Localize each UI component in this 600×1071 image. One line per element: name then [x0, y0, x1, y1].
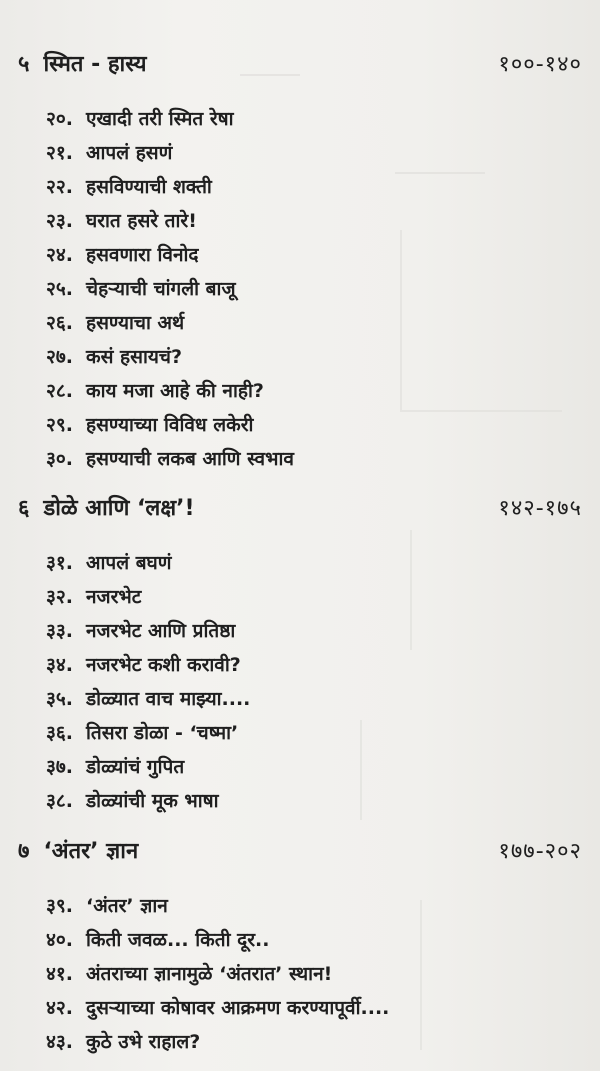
- toc-entry: [46, 271, 294, 305]
- toc-entry: [46, 783, 250, 817]
- entry-number: ४३.: [46, 1031, 73, 1053]
- toc-entry: [46, 339, 294, 373]
- entry-title: नजरभेट: [86, 586, 142, 608]
- bleed-through-decoration: [400, 230, 562, 412]
- toc-entry: [46, 135, 294, 169]
- entry-title: ‘अंतर’ ज्ञान: [86, 895, 168, 917]
- toc-entry: [46, 1024, 389, 1058]
- entry-number: २९.: [46, 414, 73, 436]
- entry-number: २८.: [46, 380, 73, 402]
- toc-entry: [46, 990, 389, 1024]
- entry-number: २१.: [46, 142, 73, 164]
- entry-number: २६.: [46, 312, 73, 334]
- section-item-list: [46, 888, 389, 1058]
- entry-number: ३५.: [46, 688, 73, 710]
- section-header: [18, 833, 582, 867]
- entry-number: २७.: [46, 346, 73, 368]
- entry-number: ३८.: [46, 790, 73, 812]
- section-title: डोळे आणि ‘लक्ष’!: [43, 496, 195, 521]
- entry-title: अंतराच्या ज्ञानामुळे ‘अंतरात’ स्थान!: [86, 963, 333, 985]
- toc-entry: [46, 101, 294, 135]
- entry-number: ३७.: [46, 756, 73, 778]
- toc-entry: [46, 681, 250, 715]
- entry-number: २२.: [46, 176, 73, 198]
- entry-number: २३.: [46, 210, 73, 232]
- toc-entry: [46, 579, 250, 613]
- entry-title: कुठे उभे राहाल?: [86, 1031, 201, 1053]
- toc-entry: [46, 545, 250, 579]
- entry-title: कसं हसायचं?: [86, 346, 183, 368]
- toc-entry: [46, 922, 389, 956]
- entry-title: दुसऱ्याच्या कोषावर आक्रमण करण्यापूर्वी....: [86, 997, 390, 1019]
- entry-number: २०.: [46, 108, 73, 130]
- section-item-list: [46, 545, 250, 817]
- entry-number: ३६.: [46, 722, 73, 744]
- entry-title: डोळ्यांची मूक भाषा: [86, 790, 219, 812]
- section-page-range: १४२-१७५: [498, 496, 582, 521]
- section-page-range: १००-१४०: [498, 52, 582, 77]
- entry-number: ३१.: [46, 552, 73, 574]
- section-header: [18, 490, 582, 524]
- entry-number: ४२.: [46, 997, 73, 1019]
- section-title: स्मित - हास्य: [43, 52, 147, 77]
- toc-entry: [46, 888, 389, 922]
- entry-title: आपलं हसणं: [86, 142, 173, 164]
- toc-entry: [46, 373, 294, 407]
- entry-title: काय मजा आहे की नाही?: [86, 380, 264, 402]
- entry-title: नजरभेट आणि प्रतिष्ठा: [86, 620, 236, 642]
- entry-number: ३२.: [46, 586, 73, 608]
- section-page-range: १७७-२०२: [498, 839, 582, 864]
- toc-entry: [46, 305, 294, 339]
- entry-title: नजरभेट कशी करावी?: [86, 654, 241, 676]
- entry-title: डोळ्यांचं गुपित: [86, 756, 185, 778]
- entry-number: ३९.: [46, 895, 73, 917]
- bleed-through-decoration: [420, 900, 572, 1050]
- entry-title: आपलं बघणं: [86, 552, 172, 574]
- bleed-through-decoration: [395, 160, 485, 174]
- entry-title: घरात हसरे तारे!: [86, 210, 197, 232]
- entry-title: हसविण्याची शक्ती: [86, 176, 212, 198]
- entry-number: ४१.: [46, 963, 73, 985]
- entry-title: चेहऱ्याची चांगली बाजू: [86, 278, 236, 300]
- entry-title: तिसरा डोळा - ‘चष्मा’: [86, 722, 239, 744]
- toc-entry: [46, 203, 294, 237]
- section-title: ‘अंतर’ ज्ञान: [43, 839, 139, 864]
- bleed-through-decoration: [360, 720, 562, 820]
- entry-number: २५.: [46, 278, 73, 300]
- toc-entry: [46, 169, 294, 203]
- toc-entry: [46, 441, 294, 475]
- toc-entry: [46, 407, 294, 441]
- entry-title: डोळ्यात वाच माझ्या....: [86, 688, 251, 710]
- entry-title: किती जवळ... किती दूर..: [86, 929, 270, 951]
- section-number: ५: [18, 52, 30, 77]
- entry-title: हसण्याची लकब आणि स्वभाव: [86, 448, 294, 470]
- toc-entry: [46, 749, 250, 783]
- entry-number: ३३.: [46, 620, 73, 642]
- entry-title: हसवणारा विनोद: [86, 244, 199, 266]
- toc-entry: [46, 956, 389, 990]
- entry-title: हसण्याचा अर्थ: [86, 312, 185, 334]
- section-item-list: [46, 101, 294, 475]
- entry-title: एखादी तरी स्मित रेषा: [86, 108, 234, 130]
- entry-number: २४.: [46, 244, 73, 266]
- toc-entry: [46, 237, 294, 271]
- section-header: [18, 46, 582, 80]
- entry-number: ३४.: [46, 654, 73, 676]
- toc-entry: [46, 647, 250, 681]
- entry-number: ४०.: [46, 929, 73, 951]
- section-number: ६: [18, 496, 30, 521]
- section-number: ७: [18, 839, 30, 864]
- bleed-through-decoration: [410, 530, 562, 650]
- toc-entry: [46, 613, 250, 647]
- toc-entry: [46, 715, 250, 749]
- entry-number: ३०.: [46, 448, 73, 470]
- entry-title: हसण्याच्या विविध लकेरी: [86, 414, 254, 436]
